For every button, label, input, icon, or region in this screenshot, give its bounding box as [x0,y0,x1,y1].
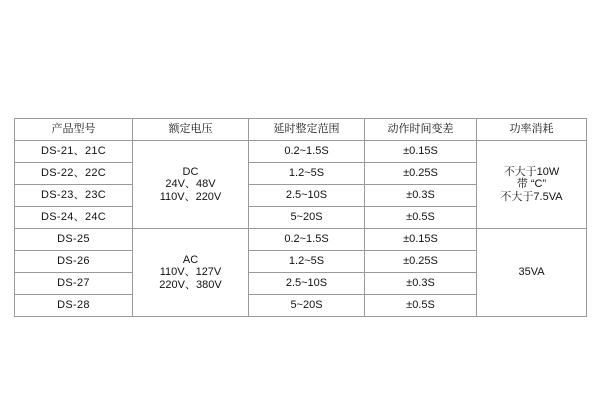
column-header-power: 功率消耗 [477,119,587,141]
cell-voltage-dc [133,141,249,229]
cell-model: DS-22、22C [15,163,133,185]
cell-voltage-ac [133,229,249,317]
cell-model: DS-27 [15,273,133,295]
cell-model: DS-23、23C [15,185,133,207]
cell-deviation: ±0.15S [365,141,477,163]
cell-range: 2.5~10S [249,273,365,295]
voltage-line-1: AC [182,253,199,266]
cell-range: 5~20S [249,207,365,229]
spec-table [14,118,587,317]
spec-table-container [14,118,586,317]
table-row [15,229,587,251]
voltage-line-2: 110V、127V [159,266,222,279]
cell-model: DS-28 [15,295,133,317]
cell-deviation: ±0.3S [365,273,477,295]
table-row [15,141,587,163]
cell-model: DS-21、21C [15,141,133,163]
cell-model: DS-26 [15,251,133,273]
cell-model: DS-24、24C [15,207,133,229]
cell-range: 0.2~1.5S [249,229,365,251]
column-header-deviation: 动作时间变差 [365,119,477,141]
column-header-range: 延时整定范围 [249,119,365,141]
cell-deviation: ±0.3S [365,185,477,207]
voltage-line-3: 220V、380V [159,278,222,291]
cell-deviation: ±0.25S [365,163,477,185]
cell-deviation: ±0.25S [365,251,477,273]
column-header-model: 产品型号 [15,119,133,141]
cell-deviation: ±0.15S [365,229,477,251]
cell-model: DS-25 [15,229,133,251]
table-header-row [15,119,587,141]
cell-deviation: ±0.5S [365,295,477,317]
cell-range: 5~20S [249,295,365,317]
voltage-line-2: 24V、48V [165,178,216,191]
cell-power-ac: 35VA [477,229,587,317]
cell-range: 1.2~5S [249,163,365,185]
cell-range: 1.2~5S [249,251,365,273]
power-line-3: 不大于7.5VA [500,190,563,203]
voltage-line-3: 110V、220V [159,190,222,203]
power-line-1: 不大于10W [503,165,560,178]
voltage-line-1: DC [182,165,199,178]
cell-power-dc [477,141,587,229]
cell-range: 0.2~1.5S [249,141,365,163]
column-header-voltage: 额定电压 [133,119,249,141]
power-line-2: 带 “C” [516,178,547,191]
cell-deviation: ±0.5S [365,207,477,229]
cell-range: 2.5~10S [249,185,365,207]
